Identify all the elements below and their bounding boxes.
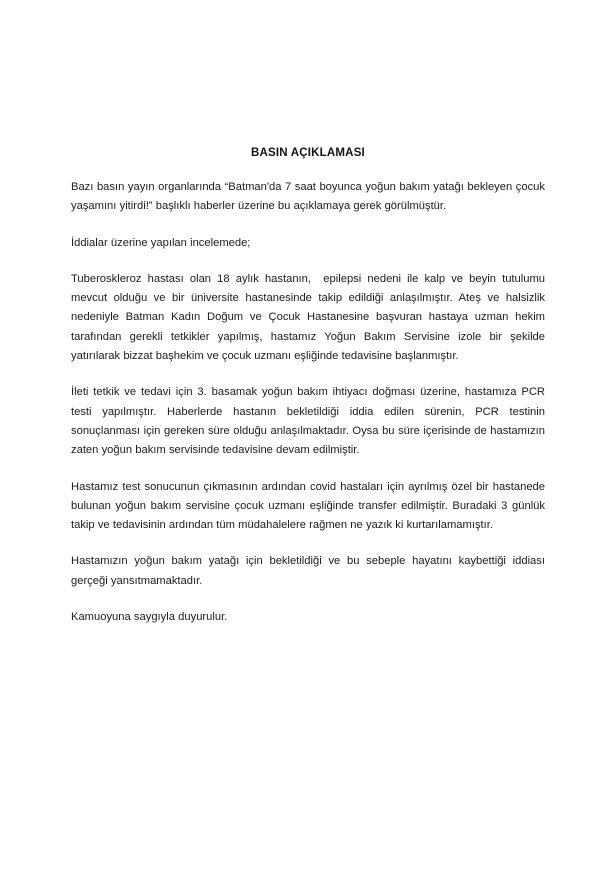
paragraph-intro: Bazı basın yayın organlarında “Batman'da 7 saat boyunca yoğun bakım yatağı bekleyen çocuk yaşamını yitirdi!” başlıklı haberler üzerine bu açıklamaya gerek görülmüştür. [71,181,549,213]
paragraph-pcr-sureci: İleti tetkik ve tedavi için 3. basamak yoğun bakım ihtiyacı doğması üzerine, hastamıza PCR testi yapılmıştır. Haberlerde hastanın bekletildiği iddia edilen sürenin, PCR testinin sonuçlanması için gereken süre olduğu anlaşılmaktadır. Oysa bu süre içerisinde de hastamızın zaten yoğun bakım servisinde tedavisine devam edilmiştir. [71,386,549,457]
paragraph-iddia-reddi: Hastamızın yoğun bakım yatağı için bekletildiği ve bu sebeple hayatını kaybettiği iddiası gerçeği yansıtmamaktadır. [71,555,549,587]
document-body [71,146,549,627]
paragraph-hasta-gecmisi: Tuberoskleroz hastası olan 18 aylık hastanın, epilepsi nedeni ile kalp ve beyin tutulumu mevcut olduğu ve bir üniversite hastanesinde takip edildiği anlaşılmıştır. Ateş ve halsizlik nedeniyle Batman Kadın Doğum ve Çocuk Hastanesine başvuran hastaya uzman hekim tarafından gerekli tetkikler yapılmış, hastamız Yoğun Bakım Servisine izole bir şekilde yatırılarak bizzat başhekim ve çocuk uzmanı eşliğinde tedavisine başlanmıştır. [71,272,549,363]
paragraph-transfer: Hastamız test sonucunun çıkmasının ardından covid hastaları için ayrılmış özel bir hastanede bulunan yoğun bakım servisine çocuk uzmanı eşliğinde transfer edilmiştir. Buradaki 3 günlük takip ve tedavisinin ardından tüm müdahalelere rağmen ne yazık ki kurtarılamamıştır. [71,480,549,532]
paragraph-inceleme-lead: İddialar üzerine yapılan incelemede; [71,236,251,249]
page-title: BASIN AÇIKLAMASI [251,147,365,159]
paragraph-kapanis: Kamuoyuna saygıyla duyurulur. [71,611,228,624]
